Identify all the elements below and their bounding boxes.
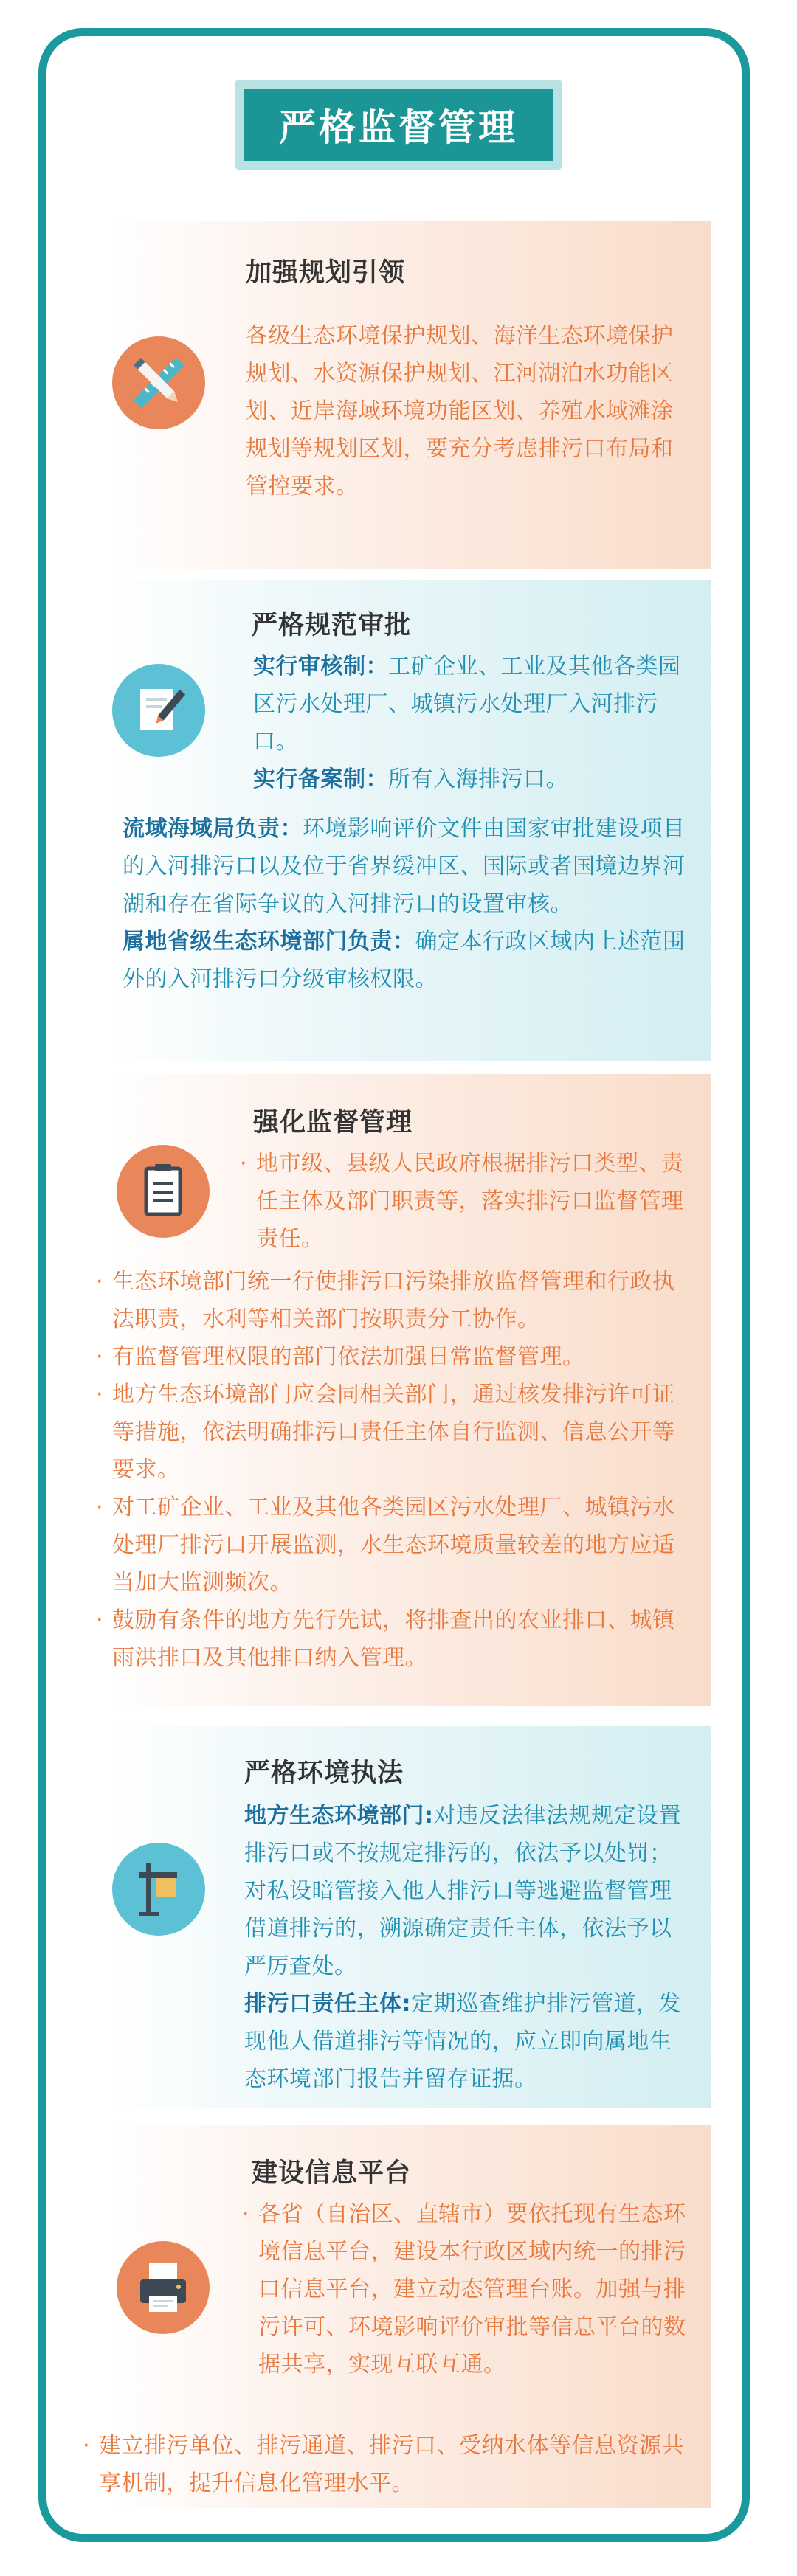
section-heading: 建设信息平台 <box>252 2158 412 2188</box>
signpost-icon <box>112 1843 205 1936</box>
item-label: 实行审核制： <box>253 654 388 679</box>
item-provincial <box>123 923 698 998</box>
item-text: 确定本行政区域内上述范围外的入河排污口分级审核权限。 <box>123 929 686 992</box>
item-responsible <box>244 1985 691 2098</box>
bullet-item: · 对工矿企业、工业及其他各类园区污水处理厂、城镇污水处理厂排污口开展监测，水生态环境质量较差的地方应适当加大监测频次。 <box>94 1489 694 1602</box>
item-text: 所有入海排污口。 <box>388 766 568 792</box>
bullet-item: · 有监督管理权限的部门依法加强日常监督管理。 <box>94 1338 694 1376</box>
section-heading: 加强规划引领 <box>246 258 406 288</box>
item-review <box>253 648 696 761</box>
bullet-item: · 地方生态环境部门应会同相关部门，通过核发排污许可证等措施，依法明确排污口责任主体自行监测、信息公开等要求。 <box>94 1376 694 1489</box>
document-pen-icon <box>112 664 205 757</box>
section-items-bottom <box>123 810 698 998</box>
section-bullets-top <box>241 2195 691 2383</box>
section-approval <box>109 580 711 1061</box>
item-label: 排污口责任主体: <box>244 1991 411 2017</box>
section-heading: 严格环境执法 <box>244 1759 404 1788</box>
bullet-item: · 各省（自治区、直辖市）要依托现有生态环境信息平台，建设本行政区域内统一的排污口信息平台，建立动态管理台账。加强与排污许可、环境影响评价审批等信息平台的数据共享，实现互联互通。 <box>241 2195 691 2383</box>
item-text: 对违反法律法规规定设置排污口或不按规定排污的，依法予以处罚；对私设暗管接入他人排污口等逃避监督管理借道排污的，溯源确定责任主体，依法予以严厉查处。 <box>244 1803 681 1979</box>
bullet-item: · 地市级、县级人民政府根据排污口类型、责任主体及部门职责等，落实排污口监督管理责任。 <box>238 1145 689 1258</box>
item-label: 实行备案制： <box>253 766 388 792</box>
item-label: 流域海域局负责： <box>123 816 303 842</box>
item-text: 工矿企业、工业及其他各类园区污水处理厂、城镇污水处理厂入河排污口。 <box>253 654 681 755</box>
item-filing <box>253 761 696 798</box>
title-banner <box>235 80 562 170</box>
item-label: 属地省级生态环境部门负责： <box>123 929 415 955</box>
item-label: 地方生态环境部门: <box>244 1803 434 1829</box>
item-local-dept <box>244 1797 691 1985</box>
item-basin <box>123 810 698 923</box>
printer-icon <box>117 2241 210 2334</box>
section-items-top <box>253 648 696 798</box>
section-bullets-top <box>238 1145 689 1258</box>
bullet-item: · 鼓励有条件的地方先行先试，将排查出的农业排口、城镇雨洪排口及其他排口纳入管理。 <box>94 1602 694 1677</box>
ruler-pencil-icon <box>112 336 205 429</box>
section-body: 各级生态环境保护规划、海洋生态环境保护规划、水资源保护规划、江河湖泊水功能区划、近岸海域环境功能区划、养殖水域滩涂规划等规划区划，要充分考虑排污口布局和管控要求。 <box>246 323 674 499</box>
bullet-item: · 建立排污单位、排污通道、排污口、受纳水体等信息资源共享机制，提升信息化管理水平。 <box>81 2427 686 2502</box>
page-title: 严格监督管理 <box>244 89 553 161</box>
bullet-item: · 生态环境部门统一行使排污口污染排放监督管理和行政执法职责，水利等相关部门按职责分工协作。 <box>94 1263 694 1338</box>
section-heading: 严格规范审批 <box>252 611 412 640</box>
section-bullets-bottom <box>94 1263 694 1677</box>
section-items <box>244 1797 691 2098</box>
item-text: 定期巡查维护排污管道，发现他人借道排污等情况的，应立即向属地生态环境部门报告并留存证据。 <box>244 1991 681 2092</box>
section-heading: 强化监督管理 <box>253 1108 413 1138</box>
item-text: 环境影响评价文件由国家审批建设项目的入河排污口以及位于省界缓冲区、国际或者国境边界河湖和存在省际争议的入河排污口的设置审核。 <box>123 816 686 917</box>
clipboard-icon <box>117 1145 210 1238</box>
section-bullets-bottom <box>81 2427 686 2502</box>
